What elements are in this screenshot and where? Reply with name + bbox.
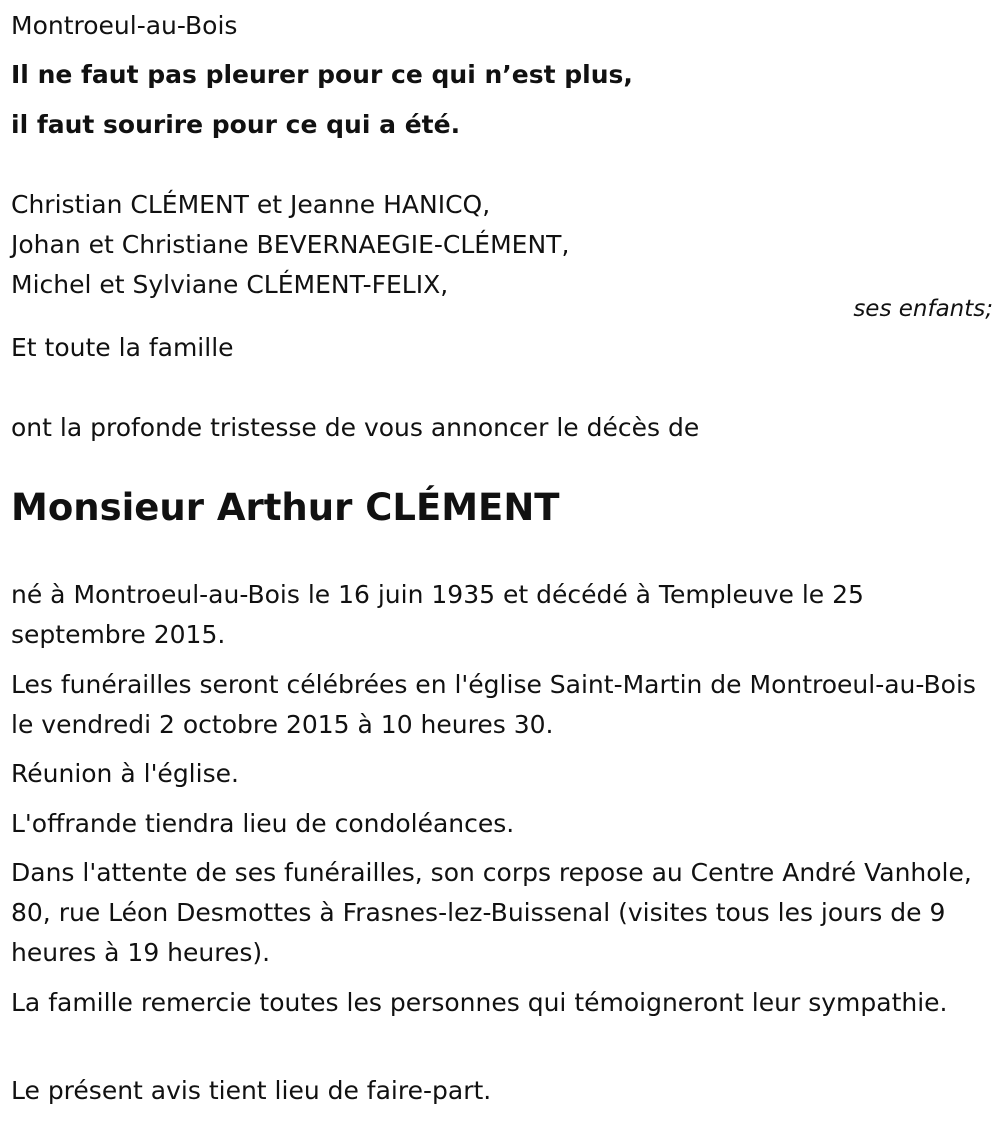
place-name: Montroeul-au-Bois xyxy=(11,11,238,40)
thanks-paragraph: La famille remercie toutes les personnes qui témoigneront leur sympathie. xyxy=(11,988,948,1017)
children-role-label: ses enfants; xyxy=(853,296,993,322)
rest-location-paragraph: Dans l'attente de ses funérailles, son corps repose au Centre André Vanhole, 80, rue Léon Desmottes à Frasnes-lez-Buissenal (visites tous les jours de 9 heures à 19 heures). xyxy=(11,858,972,967)
deceased-name: Monsieur Arthur CLÉMENT xyxy=(11,486,560,529)
notice-paragraph: Le présent avis tient lieu de faire-part. xyxy=(11,1076,492,1105)
offering-paragraph: L'offrande tiendra lieu de condoléances. xyxy=(11,809,515,838)
extended-family: Et toute la famille xyxy=(11,333,234,362)
child-couple-3: Michel et Sylviane CLÉMENT-FELIX, xyxy=(11,270,449,299)
announcement-text: ont la profonde tristesse de vous annoncer le décès de xyxy=(11,413,700,442)
quote-line-2: il faut sourire pour ce qui a été. xyxy=(11,110,461,139)
funeral-paragraph: Les funérailles seront célébrées en l'église Saint-Martin de Montroeul-au-Bois le vendredi 2 octobre 2015 à 10 heures 30. xyxy=(11,670,976,739)
birth-death-paragraph: né à Montroeul-au-Bois le 16 juin 1935 et décédé à Templeuve le 25 septembre 2015. xyxy=(11,580,864,649)
quote-line-1: Il ne faut pas pleurer pour ce qui n’est plus, xyxy=(11,60,633,89)
child-couple-1: Christian CLÉMENT et Jeanne HANICQ, xyxy=(11,190,491,219)
meeting-paragraph: Réunion à l'église. xyxy=(11,759,239,788)
child-couple-2: Johan et Christiane BEVERNAEGIE-CLÉMENT, xyxy=(11,230,570,259)
